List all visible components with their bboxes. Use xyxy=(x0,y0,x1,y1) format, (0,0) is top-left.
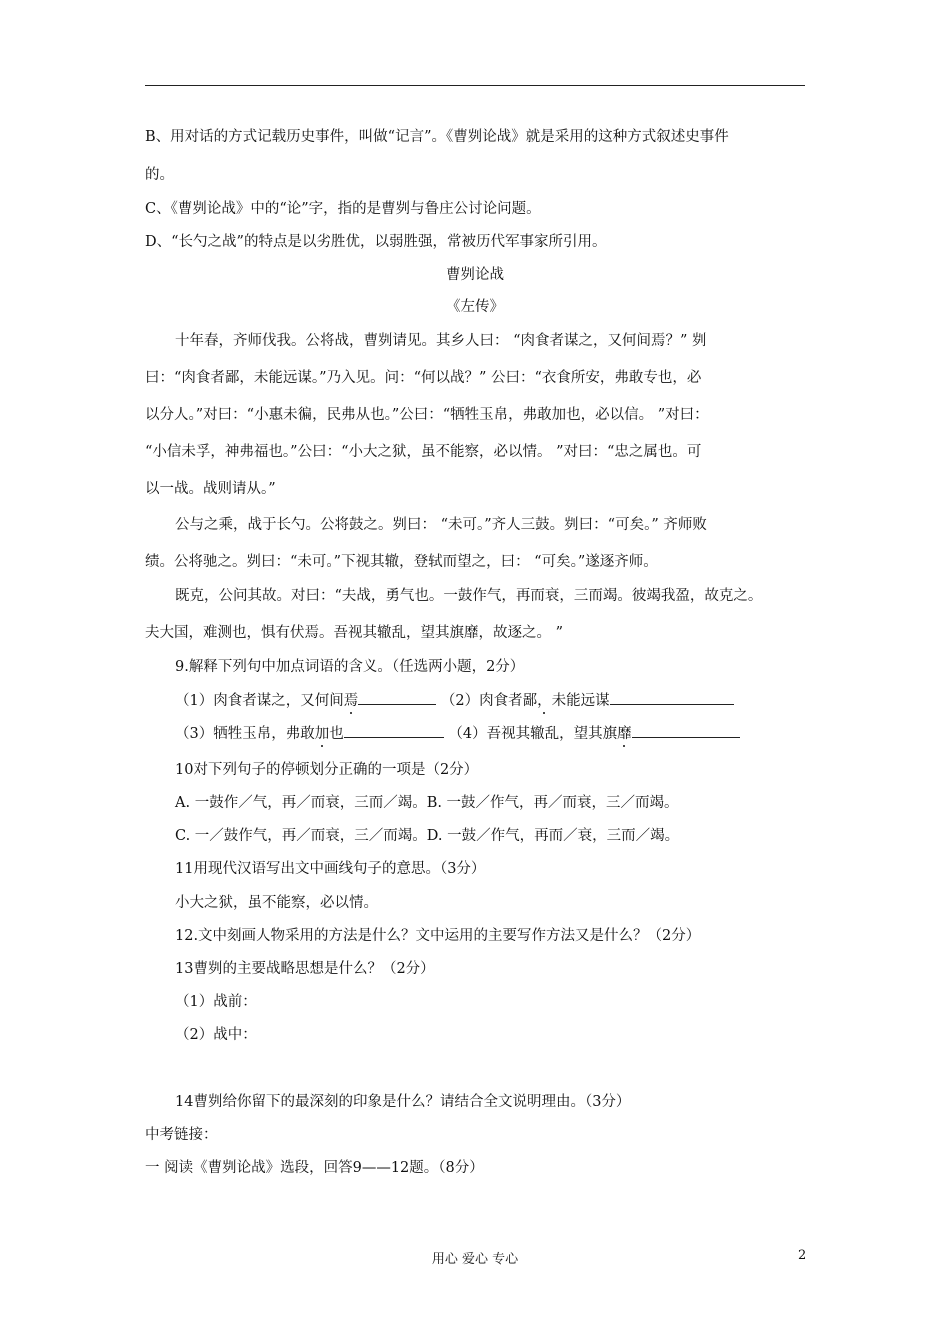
question-13: 13曹刿的主要战略思想是什么？（2分） xyxy=(175,961,435,977)
dotted-word: 靡 xyxy=(617,726,632,742)
q9-item4: （4）吾视其辙乱，望其旗 xyxy=(448,726,618,742)
question-13-part2: （2）战中： xyxy=(175,1027,257,1043)
dotted-word: 焉 xyxy=(343,693,359,709)
question-10-options-cd: C. 一／鼓作气，再／而衰，三／而竭。D. 一鼓／作气，再而／衰，三而／竭。 xyxy=(175,828,680,844)
passage-title: 曹刿论战 xyxy=(446,267,504,283)
option-d: D、“长勺之战”的特点是以劣胜优，以弱胜强，常被历代军事家所引用。 xyxy=(145,234,607,250)
answer-blank[interactable] xyxy=(632,723,740,738)
dotted-word: 加 xyxy=(314,726,330,742)
question-10-options-ab: A. 一鼓作／气，再／而衰，三而／竭。B. 一鼓／作气，再／而衰，三／而竭。 xyxy=(175,795,679,811)
exam-link-item: 一 阅读《曹刿论战》选段，回答9——12题。（8分） xyxy=(145,1160,484,1176)
option-c: C、《曹刿论战》中的“论”字，指的是曹刿与鲁庄公讨论问题。 xyxy=(145,201,541,217)
question-9: 9.解释下列句中加点词语的含义。（任选两小题，2分） xyxy=(175,659,525,675)
page-number: 2 xyxy=(798,1248,807,1263)
question-10: 10对下列句子的停顿划分正确的一项是（2分） xyxy=(175,762,479,778)
question-11: 11用现代汉语写出文中画线句子的意思。（3分） xyxy=(175,861,486,877)
dotted-word: ， xyxy=(537,693,552,709)
passage-line: 以分人。”对曰：“小惠未徧，民弗从也。”公曰：“牺牲玉帛，弗敢加也，必以信。 ”对曰： xyxy=(145,407,709,423)
exam-link-heading: 中考链接： xyxy=(145,1127,218,1143)
question-14: 14曹刿给你留下的最深刻的印象是什么？请结合全文说明理由。（3分） xyxy=(175,1094,631,1110)
q9-item3-rest: 也 xyxy=(329,726,344,742)
option-b-line1: B、用对话的方式记载历史事件，叫做“记言”。《曹刿论战》就是采用的这种方式叙述史事件 xyxy=(145,129,729,145)
passage-line: 绩。公将驰之。刿曰：“未可。”下视其辙，登轼而望之，曰： “可矣。”遂逐齐师。 xyxy=(145,554,658,570)
question-9-row2 xyxy=(175,723,740,744)
question-13-part1: （1）战前： xyxy=(175,994,257,1010)
q9-item1: （1）肉食者谋之，又何间 xyxy=(175,693,344,709)
answer-blank[interactable] xyxy=(344,723,444,738)
passage-line: 夫大国，难测也，惧有伏焉。吾视其辙乱，望其旗靡，故逐之。 ” xyxy=(145,625,564,641)
question-11-sentence: 小大之狱，虽不能察，必以情。 xyxy=(175,895,378,911)
passage-source: 《左传》 xyxy=(446,299,504,315)
passage-line: 十年春，齐师伐我。公将战，曹刿请见。其乡人曰： “肉食者谋之，又何间焉？” 刿 xyxy=(175,333,707,349)
q9-item3: （3）牺牲玉帛，弗敢 xyxy=(175,726,315,742)
passage-line: 既克，公问其故。对曰：“夫战，勇气也。一鼓作气，再而衰，三而竭。彼竭我盈，故克之。 xyxy=(175,588,763,604)
answer-blank[interactable] xyxy=(358,690,436,705)
option-b-line2: 的。 xyxy=(145,167,174,183)
question-9-row1 xyxy=(175,690,734,711)
passage-line: “小信未孚，神弗福也。”公曰：“小大之狱，虽不能察，必以情。 ”对曰：“忠之属也。可 xyxy=(145,444,702,460)
answer-blank[interactable] xyxy=(610,690,734,705)
footer-text: 用心 爱心 专心 xyxy=(431,1252,519,1267)
header-rule xyxy=(145,85,805,86)
q9-item2: （2）肉食者鄙 xyxy=(440,693,538,709)
passage-line: 曰：“肉食者鄙，未能远谋。”乃入见。问：“何以战？” 公曰：“衣食所安，弗敢专也，必 xyxy=(145,370,702,386)
passage-line: 公与之乘，战于长勺。公将鼓之。刿曰： “未可。”齐人三鼓。刿曰：“可矣。” 齐师败 xyxy=(175,517,707,533)
q9-item2-rest: 未能远谋 xyxy=(551,693,610,709)
passage-line: 以一战。战则请从。” xyxy=(145,481,276,497)
question-12: 12.文中刻画人物采用的方法是什么？文中运用的主要写作方法又是什么？（2分） xyxy=(175,928,701,944)
